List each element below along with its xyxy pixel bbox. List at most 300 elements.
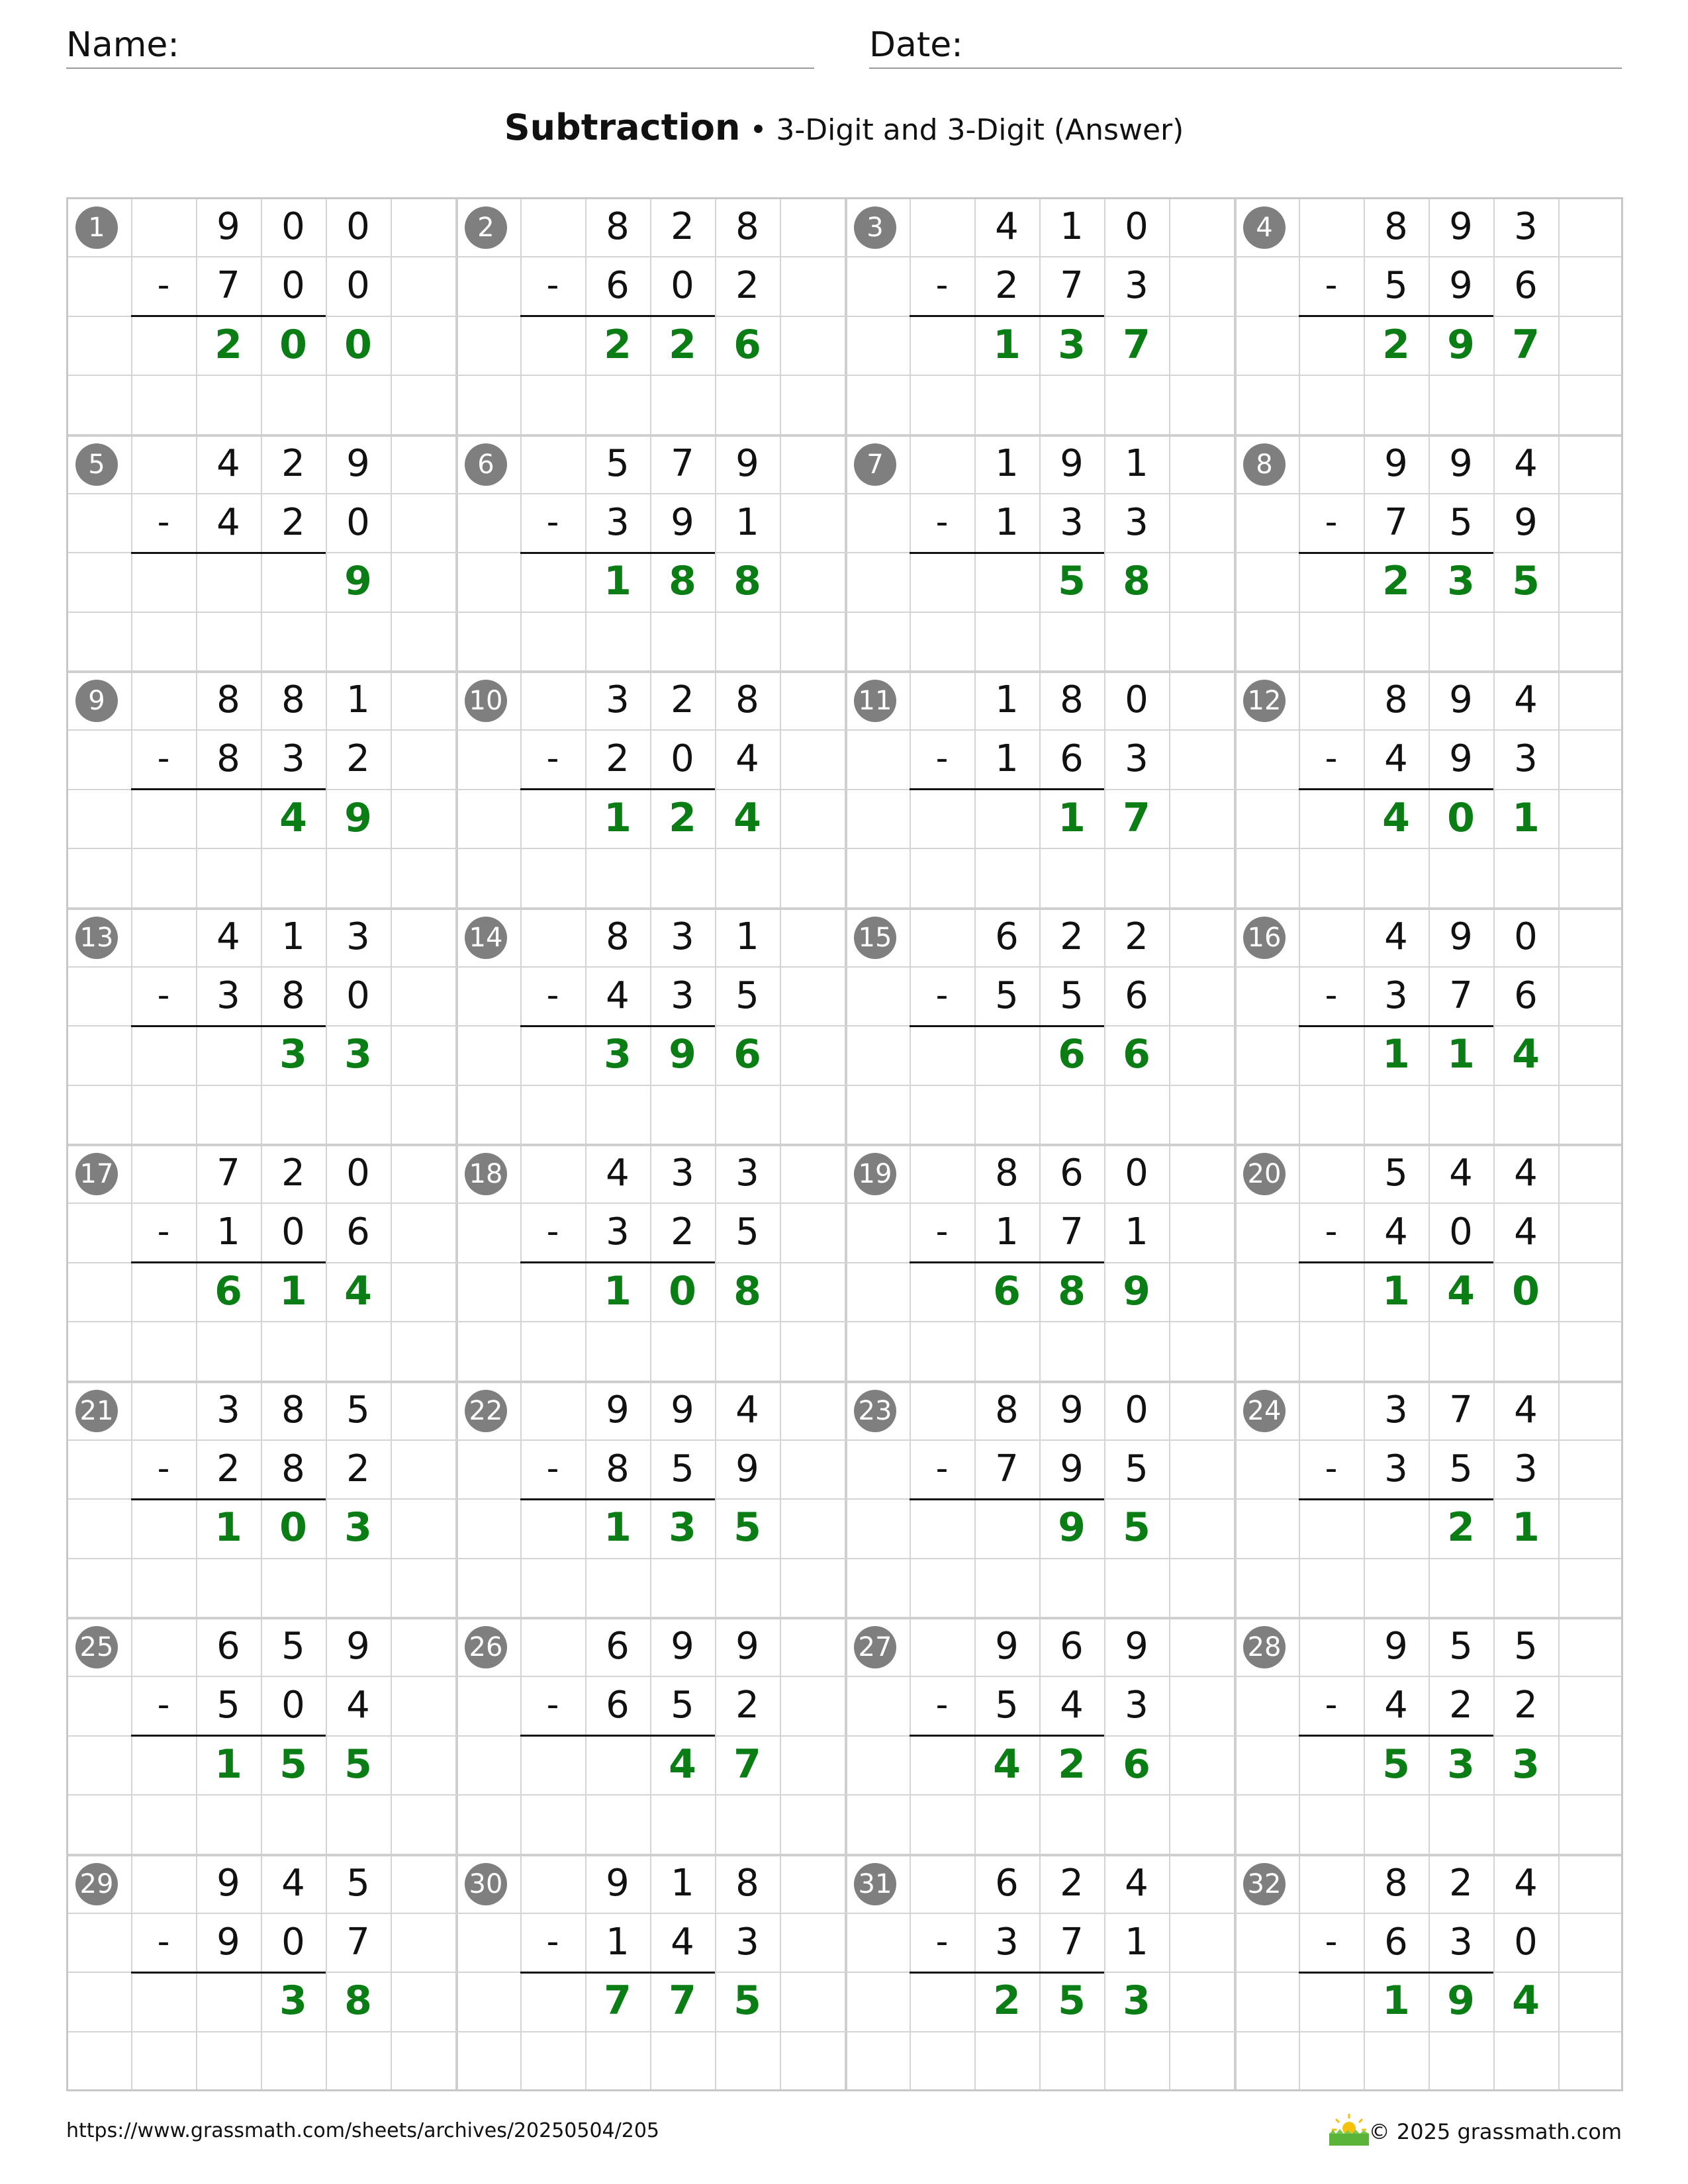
subtrahend-digit: 7 xyxy=(1060,264,1084,308)
minus-sign: - xyxy=(935,739,949,779)
minus-sign: - xyxy=(1325,1921,1338,1962)
subtrahend-digit: 2 xyxy=(1514,1684,1538,1727)
subtrahend-digit: 6 xyxy=(606,264,630,308)
subtrahend-digit: 3 xyxy=(1514,737,1538,781)
minuend-digit: 4 xyxy=(216,441,240,485)
answer-digit: 7 xyxy=(669,1978,696,2025)
minus-sign: - xyxy=(157,1448,170,1488)
answer-digit: 1 xyxy=(1512,1504,1540,1551)
subtrahend-digit: 4 xyxy=(216,500,240,544)
problem-number-badge: 3 xyxy=(854,206,896,249)
answer-digit: 5 xyxy=(1512,558,1540,605)
minuend-digit: 3 xyxy=(671,915,694,958)
minuend-digit: 2 xyxy=(1449,1861,1473,1905)
problem-number-badge: 6 xyxy=(465,443,507,486)
subtrahend-digit: 1 xyxy=(1125,1210,1149,1254)
subtrahend-digit: 6 xyxy=(1060,737,1084,781)
minuend-digit: 9 xyxy=(995,1625,1019,1668)
problem-number-badge: 21 xyxy=(75,1390,118,1432)
answer-digit: 3 xyxy=(344,1504,372,1551)
answer-digit: 8 xyxy=(1123,558,1150,605)
name-line[interactable] xyxy=(66,68,814,69)
problem-30 xyxy=(455,1854,845,2090)
subtrahend-digit: 4 xyxy=(1384,1210,1408,1254)
minus-sign: - xyxy=(546,1212,559,1252)
subtrahend-digit: 2 xyxy=(671,1210,694,1254)
subtrahend-digit: 6 xyxy=(346,1210,370,1254)
minuend-digit: 4 xyxy=(1449,1152,1473,1195)
subtrahend-digit: 3 xyxy=(1125,737,1149,781)
minus-sign: - xyxy=(157,502,170,542)
problem-20 xyxy=(1234,1144,1623,1380)
subtrahend-digit: 3 xyxy=(1449,1920,1473,1964)
subtrahend-digit: 4 xyxy=(1514,1210,1538,1254)
minuend-digit: 8 xyxy=(735,678,759,721)
problem-number-badge: 14 xyxy=(465,917,507,959)
answer-digit: 1 xyxy=(604,1504,632,1551)
answer-digit: 5 xyxy=(344,1741,372,1788)
problem-number-badge: 17 xyxy=(75,1153,118,1195)
minuend-digit: 7 xyxy=(671,441,694,485)
minus-sign: - xyxy=(935,1685,949,1725)
subtrahend-digit: 1 xyxy=(606,1920,630,1964)
minuend-digit: 5 xyxy=(1514,1625,1538,1668)
problem-number-badge: 31 xyxy=(854,1863,896,1905)
subtrahend-digit: 5 xyxy=(671,1684,694,1727)
minuend-digit: 1 xyxy=(281,915,305,958)
subtrahend-digit: 7 xyxy=(1060,1210,1084,1254)
problem-21 xyxy=(66,1381,455,1617)
answer-digit: 4 xyxy=(344,1267,372,1314)
subtrahend-digit: 2 xyxy=(735,1684,759,1727)
answer-digit: 0 xyxy=(344,321,372,368)
footer-copyright: © 2025 grassmath.com xyxy=(1368,2119,1622,2144)
subtrahend-digit: 2 xyxy=(216,1447,240,1490)
subtrahend-digit: 4 xyxy=(1384,1684,1408,1727)
answer-digit: 8 xyxy=(344,1978,372,2025)
date-label: Date: xyxy=(869,25,963,65)
subtrahend-digit: 0 xyxy=(346,974,370,1017)
minuend-digit: 9 xyxy=(1449,678,1473,721)
minuend-digit: 3 xyxy=(346,915,370,958)
minuend-digit: 9 xyxy=(346,441,370,485)
minuend-digit: 5 xyxy=(1384,1152,1408,1195)
subtrahend-digit: 7 xyxy=(995,1447,1019,1490)
problem-number-badge: 19 xyxy=(854,1153,896,1195)
problem-1 xyxy=(66,197,455,433)
subtrahend-digit: 5 xyxy=(735,1210,759,1254)
subtrahend-digit: 0 xyxy=(1514,1920,1538,1964)
minus-sign: - xyxy=(546,1448,559,1488)
minus-sign: - xyxy=(935,1448,949,1488)
answer-digit: 1 xyxy=(604,1267,632,1314)
answer-digit: 0 xyxy=(279,321,307,368)
subtrahend-digit: 1 xyxy=(216,1210,240,1254)
minuend-digit: 4 xyxy=(606,1152,630,1195)
minuend-digit: 5 xyxy=(346,1388,370,1432)
answer-digit: 3 xyxy=(604,1031,632,1078)
minus-sign: - xyxy=(157,265,170,306)
minuend-digit: 0 xyxy=(346,1152,370,1195)
subtrahend-digit: 8 xyxy=(281,1447,305,1490)
answer-digit: 2 xyxy=(1382,321,1410,368)
answer-digit: 3 xyxy=(1512,1741,1540,1788)
minus-sign: - xyxy=(935,502,949,542)
answer-digit: 0 xyxy=(1447,794,1475,841)
subtrahend-digit: 0 xyxy=(1449,1210,1473,1254)
answer-digit: 5 xyxy=(733,1504,761,1551)
minuend-digit: 4 xyxy=(216,915,240,958)
problem-number-badge: 26 xyxy=(465,1626,507,1668)
problem-number-badge: 25 xyxy=(75,1626,118,1668)
subtrahend-digit: 3 xyxy=(1384,974,1408,1017)
minuend-digit: 2 xyxy=(1060,1861,1084,1905)
minuend-digit: 4 xyxy=(995,205,1019,248)
minuend-digit: 8 xyxy=(281,678,305,721)
minuend-digit: 5 xyxy=(281,1625,305,1668)
subtrahend-digit: 3 xyxy=(281,737,305,781)
answer-digit: 4 xyxy=(1382,794,1410,841)
subtrahend-digit: 7 xyxy=(216,264,240,308)
minuend-digit: 8 xyxy=(606,205,630,248)
minuend-digit: 5 xyxy=(346,1861,370,1905)
minuend-digit: 1 xyxy=(1060,205,1084,248)
subtrahend-digit: 5 xyxy=(1449,1447,1473,1490)
answer-digit: 3 xyxy=(1123,1978,1150,2025)
answer-digit: 1 xyxy=(214,1504,242,1551)
subtrahend-digit: 2 xyxy=(606,737,630,781)
answer-digit: 3 xyxy=(279,1031,307,1078)
answer-digit: 0 xyxy=(279,1504,307,1551)
answer-digit: 7 xyxy=(604,1978,632,2025)
answer-digit: 8 xyxy=(733,1267,761,1314)
problem-number-badge: 30 xyxy=(465,1863,507,1905)
minus-sign: - xyxy=(546,502,559,542)
problem-number-badge: 15 xyxy=(854,917,896,959)
problem-25 xyxy=(66,1617,455,1853)
minuend-digit: 8 xyxy=(1060,678,1084,721)
minus-sign: - xyxy=(935,975,949,1015)
minuend-digit: 9 xyxy=(216,1861,240,1905)
problem-13 xyxy=(66,907,455,1144)
subtrahend-digit: 1 xyxy=(995,737,1019,781)
minus-sign: - xyxy=(546,739,559,779)
minuend-digit: 2 xyxy=(1060,915,1084,958)
answer-digit: 3 xyxy=(1447,1741,1475,1788)
minus-sign: - xyxy=(1325,1685,1338,1725)
subtrahend-digit: 7 xyxy=(1384,500,1408,544)
minuend-digit: 1 xyxy=(346,678,370,721)
subtrahend-digit: 8 xyxy=(216,737,240,781)
answer-digit: 8 xyxy=(733,558,761,605)
problem-4 xyxy=(1234,197,1623,433)
problem-3 xyxy=(845,197,1234,433)
minuend-digit: 3 xyxy=(1514,205,1538,248)
answer-digit: 1 xyxy=(1512,794,1540,841)
minuend-digit: 9 xyxy=(671,1625,694,1668)
answer-digit: 7 xyxy=(1123,321,1150,368)
minuend-digit: 1 xyxy=(735,915,759,958)
minuend-digit: 9 xyxy=(735,1625,759,1668)
minus-sign: - xyxy=(546,265,559,306)
answer-digit: 5 xyxy=(733,1978,761,2025)
minuend-digit: 1 xyxy=(1125,441,1149,485)
subtrahend-digit: 3 xyxy=(1125,264,1149,308)
answer-digit: 9 xyxy=(669,1031,696,1078)
problem-31 xyxy=(845,1854,1234,2090)
subtrahend-digit: 3 xyxy=(995,1920,1019,1964)
subtrahend-digit: 4 xyxy=(606,974,630,1017)
subtrahend-digit: 3 xyxy=(1125,1684,1149,1727)
subtrahend-digit: 1 xyxy=(1125,1920,1149,1964)
problem-number-badge: 7 xyxy=(854,443,896,486)
subtrahend-digit: 0 xyxy=(281,1210,305,1254)
problem-number-badge: 24 xyxy=(1243,1390,1286,1432)
problem-number-badge: 2 xyxy=(465,206,507,249)
minus-sign: - xyxy=(1325,265,1338,306)
footer-url[interactable]: https://www.grassmath.com/sheets/archives/20250504/205 xyxy=(66,2119,660,2142)
minuend-digit: 8 xyxy=(281,1388,305,1432)
answer-digit: 1 xyxy=(214,1741,242,1788)
subtrahend-digit: 5 xyxy=(216,1684,240,1727)
minuend-digit: 3 xyxy=(671,1152,694,1195)
subtrahend-digit: 5 xyxy=(1449,500,1473,544)
problem-7 xyxy=(845,434,1234,670)
minus-sign: - xyxy=(157,1212,170,1252)
minuend-digit: 0 xyxy=(281,205,305,248)
minuend-digit: 0 xyxy=(1125,205,1149,248)
subtrahend-digit: 5 xyxy=(995,1684,1019,1727)
minuend-digit: 6 xyxy=(995,1861,1019,1905)
minuend-digit: 6 xyxy=(606,1625,630,1668)
minus-sign: - xyxy=(546,1685,559,1725)
answer-digit: 2 xyxy=(669,321,696,368)
answer-digit: 6 xyxy=(733,321,761,368)
subtrahend-digit: 7 xyxy=(1060,1920,1084,1964)
subtrahend-digit: 4 xyxy=(1384,737,1408,781)
subtrahend-digit: 3 xyxy=(606,1210,630,1254)
minuend-digit: 8 xyxy=(1384,205,1408,248)
minus-sign: - xyxy=(1325,1448,1338,1488)
minuend-digit: 4 xyxy=(1514,1388,1538,1432)
subtrahend-digit: 1 xyxy=(735,500,759,544)
answer-digit: 2 xyxy=(1447,1504,1475,1551)
minuend-digit: 4 xyxy=(735,1388,759,1432)
subtrahend-digit: 6 xyxy=(1514,264,1538,308)
answer-digit: 5 xyxy=(279,1741,307,1788)
answer-digit: 0 xyxy=(669,1267,696,1314)
minuend-digit: 8 xyxy=(735,1861,759,1905)
problem-number-badge: 23 xyxy=(854,1390,896,1432)
minuend-digit: 8 xyxy=(735,205,759,248)
date-line[interactable] xyxy=(869,68,1622,69)
subtrahend-digit: 4 xyxy=(1060,1684,1084,1727)
minuend-digit: 4 xyxy=(1384,915,1408,958)
subtrahend-digit: 1 xyxy=(995,1210,1019,1254)
subtrahend-digit: 3 xyxy=(1384,1447,1408,1490)
minuend-digit: 4 xyxy=(281,1861,305,1905)
answer-digit: 2 xyxy=(1382,558,1410,605)
minuend-digit: 9 xyxy=(1060,441,1084,485)
subtrahend-digit: 8 xyxy=(606,1447,630,1490)
subtrahend-digit: 6 xyxy=(1125,974,1149,1017)
answer-digit: 3 xyxy=(1058,321,1086,368)
title-main: Subtraction xyxy=(504,107,741,148)
minuend-digit: 7 xyxy=(216,1152,240,1195)
answer-digit: 9 xyxy=(1447,1978,1475,2025)
minus-sign: - xyxy=(1325,502,1338,542)
minuend-digit: 0 xyxy=(1514,915,1538,958)
minuend-digit: 8 xyxy=(995,1152,1019,1195)
minuend-digit: 9 xyxy=(606,1388,630,1432)
problem-number-badge: 22 xyxy=(465,1390,507,1432)
problem-number-badge: 5 xyxy=(75,443,118,486)
subtrahend-digit: 9 xyxy=(1060,1447,1084,1490)
subtrahend-digit: 7 xyxy=(1449,974,1473,1017)
minus-sign: - xyxy=(1325,975,1338,1015)
subtrahend-digit: 5 xyxy=(1125,1447,1149,1490)
answer-digit: 3 xyxy=(669,1504,696,1551)
minuend-digit: 2 xyxy=(671,205,694,248)
subtrahend-digit: 7 xyxy=(346,1920,370,1964)
answer-digit: 1 xyxy=(604,558,632,605)
subtrahend-digit: 9 xyxy=(671,500,694,544)
answer-digit: 5 xyxy=(1123,1504,1150,1551)
answer-digit: 3 xyxy=(344,1031,372,1078)
problem-22 xyxy=(455,1381,845,1617)
subtrahend-digit: 2 xyxy=(735,264,759,308)
minuend-digit: 6 xyxy=(1060,1625,1084,1668)
subtrahend-digit: 9 xyxy=(735,1447,759,1490)
problem-28 xyxy=(1234,1617,1623,1853)
answer-digit: 9 xyxy=(1123,1267,1150,1314)
problem-24 xyxy=(1234,1381,1623,1617)
answer-digit: 3 xyxy=(279,1978,307,2025)
subtrahend-digit: 2 xyxy=(281,500,305,544)
minus-sign: - xyxy=(157,975,170,1015)
subtrahend-digit: 5 xyxy=(735,974,759,1017)
problem-16 xyxy=(1234,907,1623,1144)
problem-14 xyxy=(455,907,845,1144)
subtrahend-digit: 9 xyxy=(216,1920,240,1964)
minus-sign: - xyxy=(157,1921,170,1962)
minuend-digit: 5 xyxy=(606,441,630,485)
problem-number-badge: 13 xyxy=(75,917,118,959)
answer-digit: 6 xyxy=(993,1267,1021,1314)
minuend-digit: 6 xyxy=(995,915,1019,958)
subtrahend-digit: 6 xyxy=(606,1684,630,1727)
problem-23 xyxy=(845,1381,1234,1617)
minuend-digit: 2 xyxy=(281,441,305,485)
problem-number-badge: 9 xyxy=(75,680,118,722)
minuend-digit: 8 xyxy=(1384,1861,1408,1905)
minuend-digit: 3 xyxy=(606,678,630,721)
answer-digit: 2 xyxy=(993,1978,1021,2025)
problem-10 xyxy=(455,670,845,907)
minus-sign: - xyxy=(1325,1212,1338,1252)
problem-2 xyxy=(455,197,845,433)
problem-19 xyxy=(845,1144,1234,1380)
answer-digit: 1 xyxy=(993,321,1021,368)
minuend-digit: 7 xyxy=(1449,1388,1473,1432)
problem-32 xyxy=(1234,1854,1623,2090)
answer-digit: 4 xyxy=(1447,1267,1475,1314)
subtrahend-digit: 0 xyxy=(281,1920,305,1964)
minus-sign: - xyxy=(157,1685,170,1725)
answer-digit: 1 xyxy=(604,794,632,841)
minuend-digit: 9 xyxy=(1449,915,1473,958)
answer-digit: 1 xyxy=(279,1267,307,1314)
answer-digit: 9 xyxy=(344,558,372,605)
problem-11 xyxy=(845,670,1234,907)
minuend-digit: 2 xyxy=(671,678,694,721)
answer-digit: 6 xyxy=(733,1031,761,1078)
answer-digit: 4 xyxy=(669,1741,696,1788)
answer-digit: 8 xyxy=(669,558,696,605)
minuend-digit: 9 xyxy=(216,205,240,248)
minuend-digit: 6 xyxy=(216,1625,240,1668)
subtrahend-digit: 0 xyxy=(671,264,694,308)
minuend-digit: 9 xyxy=(346,1625,370,1668)
problem-29 xyxy=(66,1854,455,2090)
problem-number-badge: 4 xyxy=(1243,206,1286,249)
minuend-digit: 0 xyxy=(1125,678,1149,721)
subtrahend-digit: 0 xyxy=(346,264,370,308)
subtrahend-digit: 0 xyxy=(346,500,370,544)
answer-digit: 4 xyxy=(279,794,307,841)
minuend-digit: 4 xyxy=(1125,1861,1149,1905)
problem-number-badge: 10 xyxy=(465,680,507,722)
subtrahend-digit: 3 xyxy=(1060,500,1084,544)
subtrahend-digit: 5 xyxy=(995,974,1019,1017)
answer-digit: 7 xyxy=(1512,321,1540,368)
subtrahend-digit: 3 xyxy=(1125,500,1149,544)
subtrahend-digit: 5 xyxy=(1384,264,1408,308)
title-subtitle: • 3-Digit and 3-Digit (Answer) xyxy=(740,113,1184,147)
minuend-digit: 4 xyxy=(1514,1861,1538,1905)
minus-sign: - xyxy=(546,975,559,1015)
answer-digit: 5 xyxy=(1058,1978,1086,2025)
answer-digit: 6 xyxy=(214,1267,242,1314)
minuend-digit: 3 xyxy=(216,1388,240,1432)
problem-number-badge: 11 xyxy=(854,680,896,722)
minuend-digit: 9 xyxy=(1384,441,1408,485)
answer-digit: 7 xyxy=(1123,794,1150,841)
problem-27 xyxy=(845,1617,1234,1853)
problem-26 xyxy=(455,1617,845,1853)
problem-number-badge: 12 xyxy=(1243,680,1286,722)
answer-digit: 1 xyxy=(1382,1978,1410,2025)
answer-digit: 9 xyxy=(344,794,372,841)
minuend-digit: 8 xyxy=(1384,678,1408,721)
problem-6 xyxy=(455,434,845,670)
answer-digit: 2 xyxy=(1058,1741,1086,1788)
subtrahend-digit: 4 xyxy=(671,1920,694,1964)
grassmath-sun-logo-icon xyxy=(1327,2111,1372,2148)
subtrahend-digit: 6 xyxy=(1514,974,1538,1017)
answer-digit: 1 xyxy=(1382,1267,1410,1314)
answer-digit: 1 xyxy=(1058,794,1086,841)
answer-digit: 9 xyxy=(1058,1504,1086,1551)
minuend-digit: 9 xyxy=(1449,441,1473,485)
answer-digit: 2 xyxy=(604,321,632,368)
answer-digit: 6 xyxy=(1058,1031,1086,1078)
answer-digit: 2 xyxy=(214,321,242,368)
minuend-digit: 9 xyxy=(671,1388,694,1432)
answer-digit: 6 xyxy=(1123,1031,1150,1078)
minuend-digit: 8 xyxy=(216,678,240,721)
subtrahend-digit: 2 xyxy=(995,264,1019,308)
